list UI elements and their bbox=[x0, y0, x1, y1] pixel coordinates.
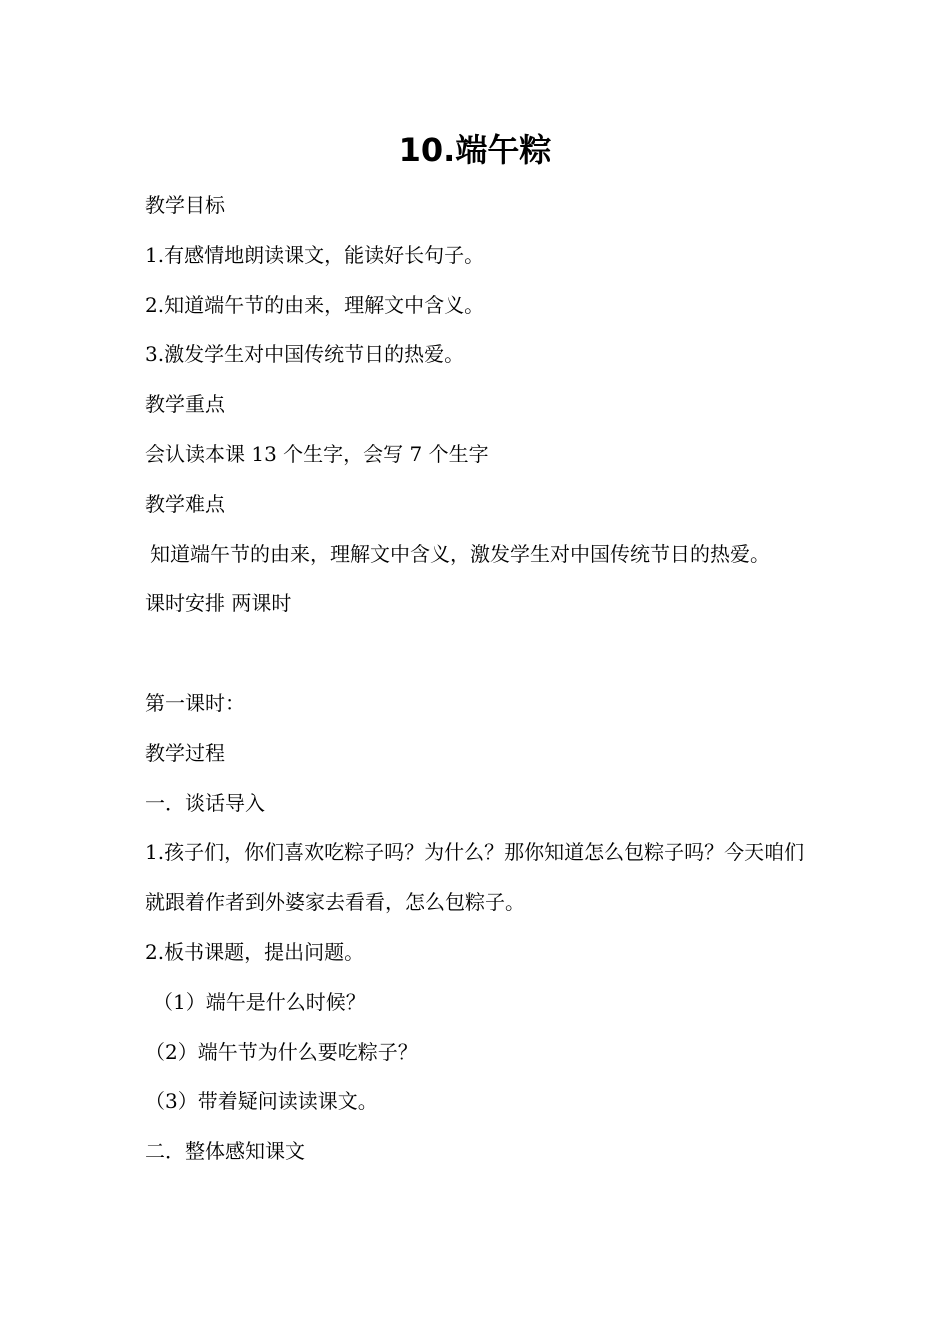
lesson-one-heading: 第一课时： bbox=[145, 690, 245, 715]
question-item-1: （1）端午是什么时候？ bbox=[153, 989, 366, 1014]
document-title: 10.端午粽 bbox=[398, 131, 552, 169]
goal-item-2: 2.知道端午节的由来，理解文中含义。 bbox=[145, 292, 485, 317]
section-one-heading: 一．谈话导入 bbox=[145, 790, 265, 815]
goal-item-1: 1.有感情地朗读课文，能读好长句子。 bbox=[145, 242, 485, 267]
heading-teaching-process: 教学过程 bbox=[145, 740, 225, 765]
difficulties-text: 知道端午节的由来，理解文中含义，激发学生对中国传统节日的热爱。 bbox=[150, 541, 770, 566]
key-points-text: 会认读本课 13 个生字，会写 7 个生字 bbox=[145, 441, 489, 466]
heading-teaching-goals: 教学目标 bbox=[145, 193, 225, 217]
process-item-2: 2.板书课题，提出问题。 bbox=[145, 939, 365, 964]
schedule-text: 课时安排 两课时 bbox=[145, 591, 292, 616]
question-item-2: （2）端午节为什么要吃粽子？ bbox=[145, 1039, 418, 1064]
question-item-3: （3）带着疑问读读课文。 bbox=[145, 1089, 378, 1114]
heading-difficulties: 教学难点 bbox=[145, 491, 225, 516]
document-body bbox=[145, 181, 815, 1177]
section-two-heading: 二．整体感知课文 bbox=[145, 1139, 305, 1164]
process-item-1: 1.孩子们，你们喜欢吃粽子吗？为什么？那你知道怎么包粽子吗？今天咱们就跟着作者到外婆家去看看，怎么包粽子。 bbox=[145, 840, 805, 915]
heading-key-points: 教学重点 bbox=[145, 392, 225, 417]
goal-item-3: 3.激发学生对中国传统节日的热爱。 bbox=[145, 342, 465, 367]
blank-line bbox=[145, 629, 815, 679]
